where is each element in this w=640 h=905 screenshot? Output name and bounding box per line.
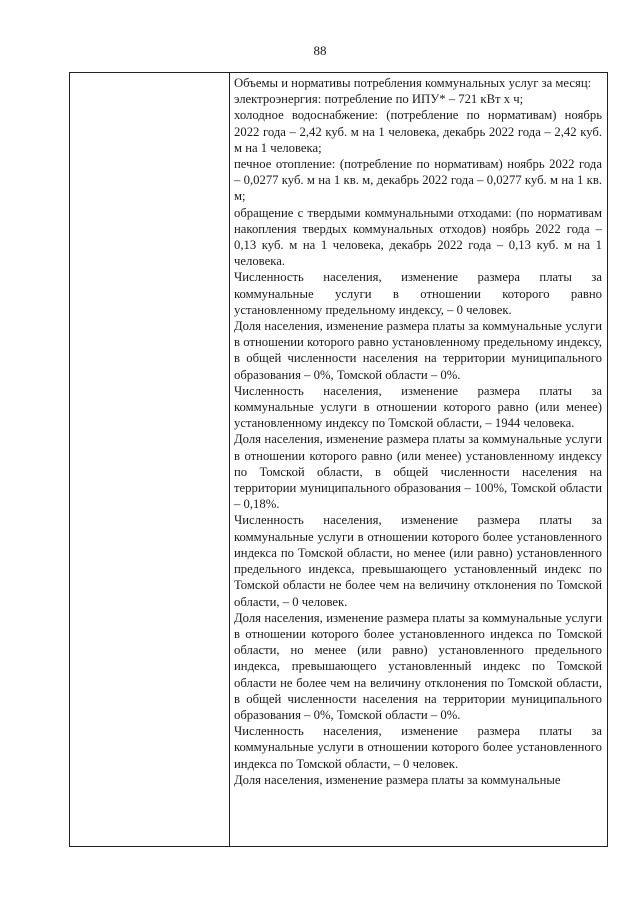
paragraph-population-regional-index: Численность населения, изменение размера платы за коммунальные услуги в отношении которого равно (или менее) установленному индексу по Томской области, – 1944 человека. — [234, 383, 602, 431]
paragraph-share-limit-index: Доля населения, изменение размера платы за коммунальные услуги в отношении которого равно установленному предельному индексу, в общей численности населения на территории муниципального образования – 0%, Томской области – 0%. — [234, 319, 602, 382]
paragraph-share-truncated: Доля населения, изменение размера платы за коммунальные — [234, 772, 561, 787]
paragraph-population-deviation: Численность населения, изменение размера платы за коммунальные услуги в отношении которого более установленного индекса по Томской области, но менее (или равно) установленного предельного индекса, превышающего установленный индекс по Томской области не более чем на величину отклонения по Томской области, – 0 человек. — [234, 513, 602, 609]
paragraph-electricity: электроэнергия: потребление по ИПУ* – 721 кВт х ч; — [234, 92, 524, 107]
paragraph-share-regional-index: Доля населения, изменение размера платы за коммунальные услуги в отношении которого равно (или менее) установленному индексу по Томской области, в общей численности населения на территории муниципального образования – 100%, Томской области – 0,18%. — [234, 432, 602, 512]
paragraph-share-deviation: Доля населения, изменение размера платы за коммунальные услуги в отношении которого более установленного индекса по Томской области, но менее (или равно) установленного предельного индекса, превышающего установленный индекс по Томской области не более чем на величину отклонения по Томской области, в общей численности населения на территории муниципального образования – 0%, Томской области – 0%. — [234, 610, 602, 722]
document-table — [69, 72, 608, 847]
table-left-cell — [70, 73, 230, 846]
table-right-cell — [230, 73, 607, 846]
paragraph-population-limit-index: Численность населения, изменение размера платы за коммунальные услуги в отношении которого равно установленному предельному индексу, – 0 человек. — [234, 270, 602, 317]
paragraph-volumes-heading: Объемы и нормативы потребления коммунальных услуг за месяц: — [234, 76, 592, 90]
page-number: 88 — [313, 43, 327, 58]
paragraph-cold-water: холодное водоснабжение: (потребление по нормативам) ноябрь 2022 года – 2,42 куб. м на 1 человека, декабрь 2022 года – 2,42 куб. м на 1 человека; — [234, 108, 602, 155]
paragraph-stove-heating: печное отопление: (потребление по нормативам) ноябрь 2022 года – 0,0277 куб. м на 1 кв. м, декабрь 2022 года – 0,0277 куб. м на 1 кв. м; — [234, 157, 602, 204]
paragraph-solid-waste: обращение с твердыми коммунальными отходами: (по нормативам накопления твердых коммунальных отходов) ноябрь 2022 года – 0,13 куб. м на 1 человека, декабрь 2022 года – 0,13 куб. м на 1 человека. — [234, 205, 602, 269]
paragraph-population-above-index: Численность населения, изменение размера платы за коммунальные услуги в отношении которого более установленного индекса по Томской области, – 0 человек. — [234, 724, 602, 771]
